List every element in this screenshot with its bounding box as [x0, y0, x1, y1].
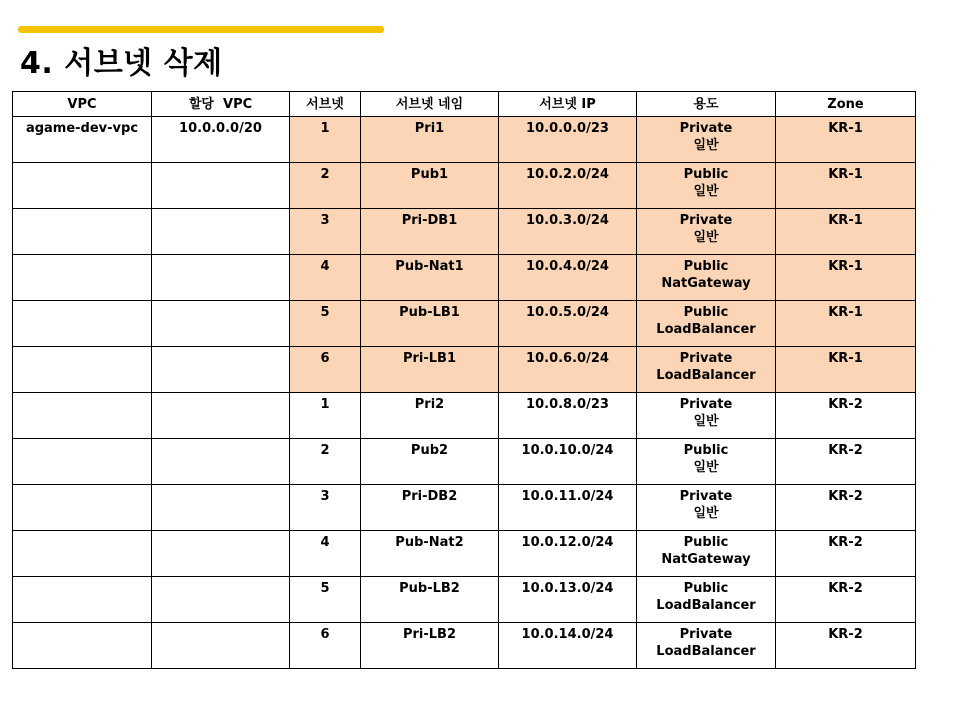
cell-purpose [637, 255, 776, 301]
header-purpose: 용도 [637, 92, 776, 117]
cell-purpose [637, 577, 776, 623]
cell-purpose [637, 623, 776, 669]
cell-subnet-name: Pri-LB1 [361, 347, 499, 393]
table-row [13, 577, 916, 623]
purpose-type: Private [679, 351, 733, 366]
table-row [13, 163, 916, 209]
purpose-detail: 일반 [693, 138, 719, 153]
cell-subnet-name: Pri1 [361, 117, 499, 163]
cell-subnet-ip: 10.0.14.0/24 [499, 623, 637, 669]
cell-allocated-vpc: 10.0.0.0/20 [152, 117, 290, 163]
purpose-detail: 일반 [693, 506, 719, 521]
table-row [13, 485, 916, 531]
cell-purpose [637, 117, 776, 163]
cell-purpose [637, 301, 776, 347]
cell-allocated-vpc [152, 531, 290, 577]
header-subnet-name: 서브넷 네임 [361, 92, 499, 117]
cell-subnet-number: 5 [290, 301, 361, 347]
cell-vpc [13, 347, 152, 393]
cell-vpc: agame-dev-vpc [13, 117, 152, 163]
header-vpc: VPC [13, 92, 152, 117]
cell-subnet-ip: 10.0.8.0/23 [499, 393, 637, 439]
subnet-table [12, 91, 916, 669]
cell-subnet-name: Pub-LB1 [361, 301, 499, 347]
purpose-type: Private [679, 213, 733, 228]
table-row [13, 623, 916, 669]
cell-purpose [637, 163, 776, 209]
purpose-type: Public [683, 535, 729, 550]
purpose-type: Private [679, 489, 733, 504]
table-row [13, 439, 916, 485]
purpose-type: Public [683, 443, 729, 458]
cell-subnet-ip: 10.0.4.0/24 [499, 255, 637, 301]
cell-zone: KR-1 [776, 255, 916, 301]
purpose-detail: LoadBalancer [656, 644, 756, 659]
cell-purpose [637, 347, 776, 393]
cell-subnet-name: Pri2 [361, 393, 499, 439]
purpose-type: Private [679, 121, 733, 136]
purpose-detail: LoadBalancer [656, 368, 756, 383]
purpose-detail: 일반 [693, 230, 719, 245]
cell-purpose [637, 531, 776, 577]
purpose-detail: NatGateway [661, 276, 751, 291]
cell-vpc [13, 255, 152, 301]
cell-zone: KR-2 [776, 577, 916, 623]
cell-vpc [13, 623, 152, 669]
cell-subnet-ip: 10.0.10.0/24 [499, 439, 637, 485]
cell-subnet-name: Pri-DB2 [361, 485, 499, 531]
cell-subnet-ip: 10.0.6.0/24 [499, 347, 637, 393]
cell-zone: KR-1 [776, 301, 916, 347]
table-row [13, 393, 916, 439]
cell-zone: KR-1 [776, 209, 916, 255]
table-header-row [13, 92, 916, 117]
cell-allocated-vpc [152, 163, 290, 209]
cell-allocated-vpc [152, 347, 290, 393]
cell-subnet-ip: 10.0.2.0/24 [499, 163, 637, 209]
header-allocated-vpc: 할당 VPC [152, 92, 290, 117]
cell-subnet-number: 1 [290, 393, 361, 439]
cell-subnet-ip: 10.0.13.0/24 [499, 577, 637, 623]
cell-vpc [13, 163, 152, 209]
cell-subnet-name: Pub-Nat2 [361, 531, 499, 577]
cell-allocated-vpc [152, 393, 290, 439]
cell-subnet-number: 6 [290, 347, 361, 393]
page-title: 4. 서브넷 삭제 [20, 46, 223, 81]
cell-subnet-number: 6 [290, 623, 361, 669]
purpose-detail: NatGateway [661, 552, 751, 567]
cell-subnet-name: Pub1 [361, 163, 499, 209]
title-accent-bar [18, 26, 384, 33]
cell-subnet-ip: 10.0.5.0/24 [499, 301, 637, 347]
purpose-detail: LoadBalancer [656, 598, 756, 613]
cell-vpc [13, 439, 152, 485]
table-row [13, 301, 916, 347]
cell-zone: KR-1 [776, 347, 916, 393]
header-zone: Zone [776, 92, 916, 117]
header-subnet-number: 서브넷 [290, 92, 361, 117]
cell-subnet-number: 2 [290, 163, 361, 209]
cell-subnet-number: 4 [290, 531, 361, 577]
cell-subnet-ip: 10.0.3.0/24 [499, 209, 637, 255]
purpose-detail: LoadBalancer [656, 322, 756, 337]
cell-zone: KR-2 [776, 531, 916, 577]
cell-allocated-vpc [152, 439, 290, 485]
cell-allocated-vpc [152, 623, 290, 669]
purpose-detail: 일반 [693, 460, 719, 475]
cell-subnet-number: 3 [290, 209, 361, 255]
purpose-type: Public [683, 305, 729, 320]
table-row [13, 531, 916, 577]
cell-purpose [637, 485, 776, 531]
table-row [13, 117, 916, 163]
cell-subnet-number: 1 [290, 117, 361, 163]
cell-allocated-vpc [152, 485, 290, 531]
cell-zone: KR-2 [776, 393, 916, 439]
table-row [13, 209, 916, 255]
cell-purpose [637, 439, 776, 485]
cell-zone: KR-2 [776, 623, 916, 669]
cell-subnet-name: Pri-DB1 [361, 209, 499, 255]
cell-allocated-vpc [152, 577, 290, 623]
purpose-detail: 일반 [693, 184, 719, 199]
cell-allocated-vpc [152, 301, 290, 347]
cell-subnet-number: 2 [290, 439, 361, 485]
cell-zone: KR-1 [776, 163, 916, 209]
cell-subnet-ip: 10.0.11.0/24 [499, 485, 637, 531]
cell-zone: KR-2 [776, 485, 916, 531]
header-subnet-ip: 서브넷 IP [499, 92, 637, 117]
cell-subnet-number: 4 [290, 255, 361, 301]
cell-subnet-ip: 10.0.12.0/24 [499, 531, 637, 577]
purpose-type: Public [683, 581, 729, 596]
cell-subnet-number: 3 [290, 485, 361, 531]
cell-purpose [637, 393, 776, 439]
cell-subnet-name: Pri-LB2 [361, 623, 499, 669]
purpose-detail: 일반 [693, 414, 719, 429]
cell-subnet-number: 5 [290, 577, 361, 623]
purpose-type: Public [683, 167, 729, 182]
purpose-type: Public [683, 259, 729, 274]
cell-subnet-ip: 10.0.0.0/23 [499, 117, 637, 163]
cell-subnet-name: Pub2 [361, 439, 499, 485]
cell-zone: KR-2 [776, 439, 916, 485]
purpose-type: Private [679, 627, 733, 642]
cell-subnet-name: Pub-Nat1 [361, 255, 499, 301]
cell-subnet-name: Pub-LB2 [361, 577, 499, 623]
cell-allocated-vpc [152, 209, 290, 255]
cell-vpc [13, 301, 152, 347]
cell-zone: KR-1 [776, 117, 916, 163]
cell-vpc [13, 577, 152, 623]
table-row [13, 347, 916, 393]
cell-vpc [13, 485, 152, 531]
purpose-type: Private [679, 397, 733, 412]
cell-vpc [13, 393, 152, 439]
cell-allocated-vpc [152, 255, 290, 301]
cell-purpose [637, 209, 776, 255]
table-row [13, 255, 916, 301]
cell-vpc [13, 209, 152, 255]
cell-vpc [13, 531, 152, 577]
